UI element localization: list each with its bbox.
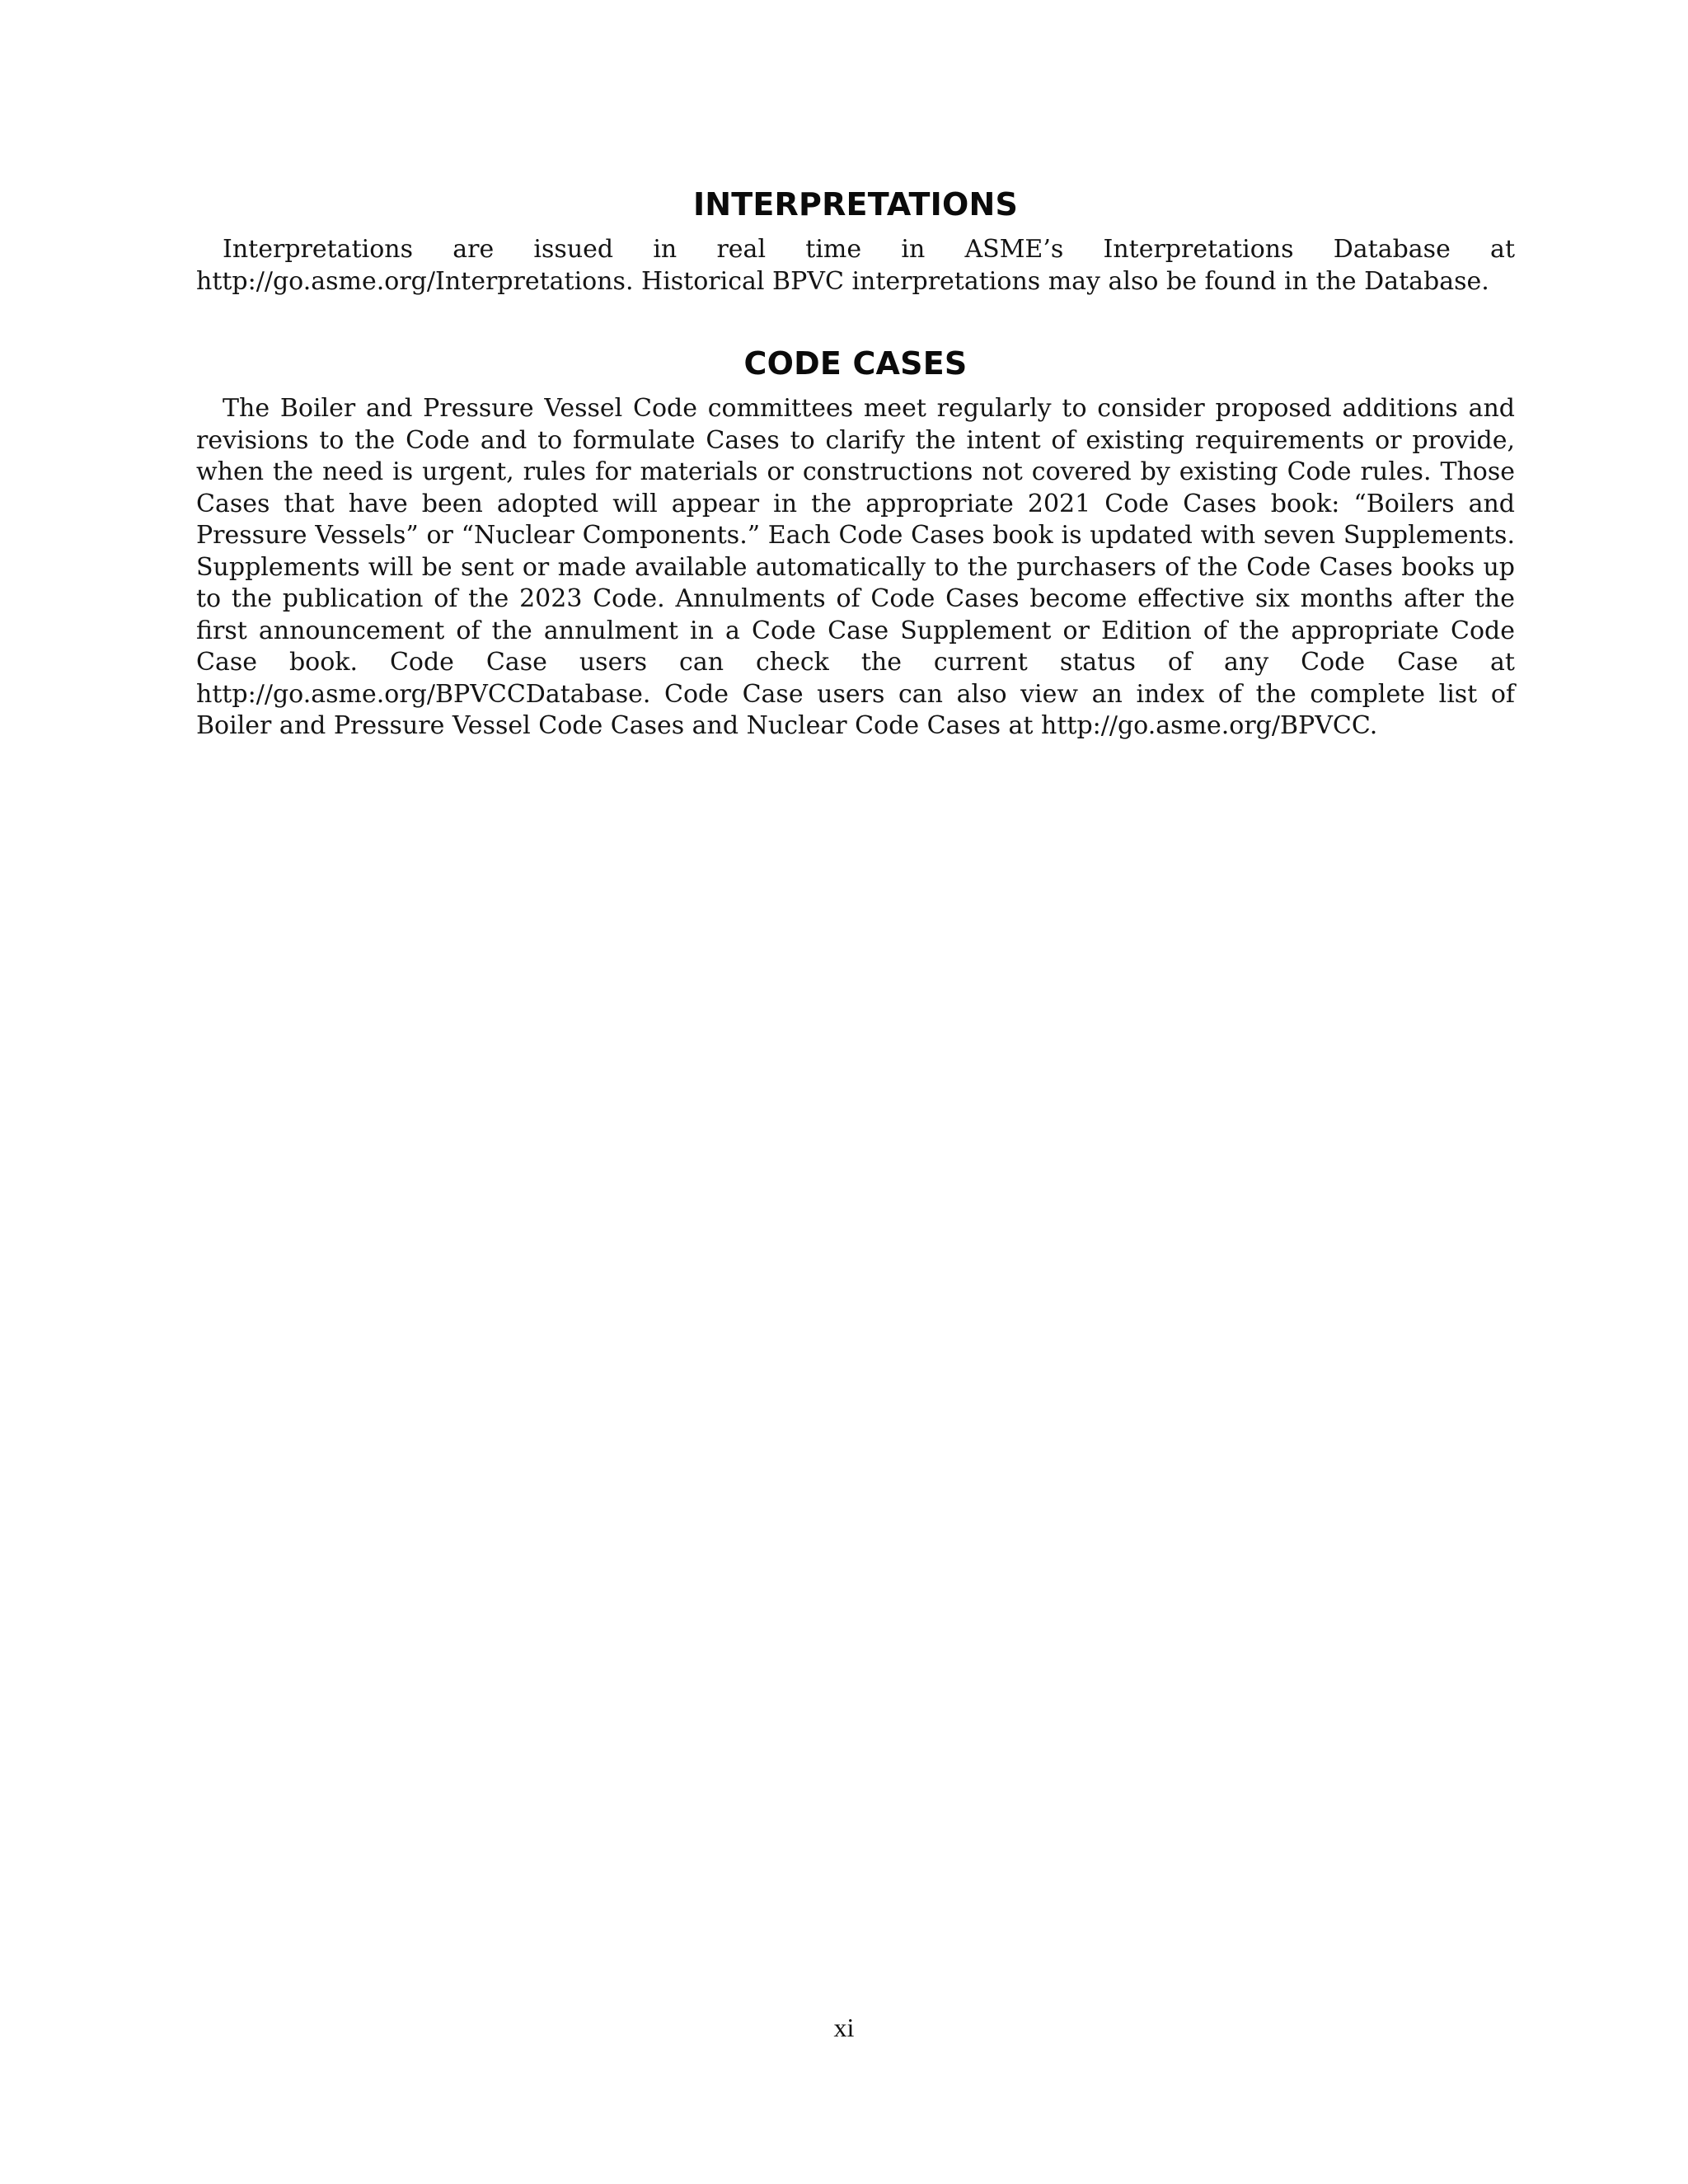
page-number: xi [833, 2013, 855, 2042]
code-cases-heading: CODE CASES [743, 345, 968, 382]
code-cases-section [196, 342, 1515, 743]
interpretations-heading: INTERPRETATIONS [692, 186, 1019, 223]
page-content [196, 183, 1515, 743]
interpretations-section [196, 183, 1515, 298]
interpretations-paragraph: Interpretations are issued in real time in ASME’s Interpretations Database at http://go.asme.org/Interpretations. Historical BPVC interpretations may also be found in the Database. [196, 235, 1515, 296]
code-cases-paragraph: The Boiler and Pressure Vessel Code committees meet regularly to consider proposed additions and revisions to the Code and to formulate Cases to clarify the intent of existing requirements or provide, when the need is urgent, rules for materials or constructions not covered by existing Code rules. Those Cases that have been adopted will appear in the appropriate 2021 Code Cases book: “Boilers and Pressure Vessels” or “Nuclear Components.” Each Code Cases book is updated with seven Supplements. Supplements will be sent or made available automatically to the purchasers of the Code Cases books up to the publication of the 2023 Code. Annulments of Code Cases become effective six months after the first announcement of the annulment in a Code Case Supplement or Edition of the appropriate Code Case book. Code Case users can check the current status of any Code Case at http://go.asme.org/BPVCCDatabase. Code Case users can also view an index of the complete list of Boiler and Pressure Vessel Code Cases and Nuclear Code Cases at http://go.asme.org/BPVCC. [196, 394, 1515, 740]
